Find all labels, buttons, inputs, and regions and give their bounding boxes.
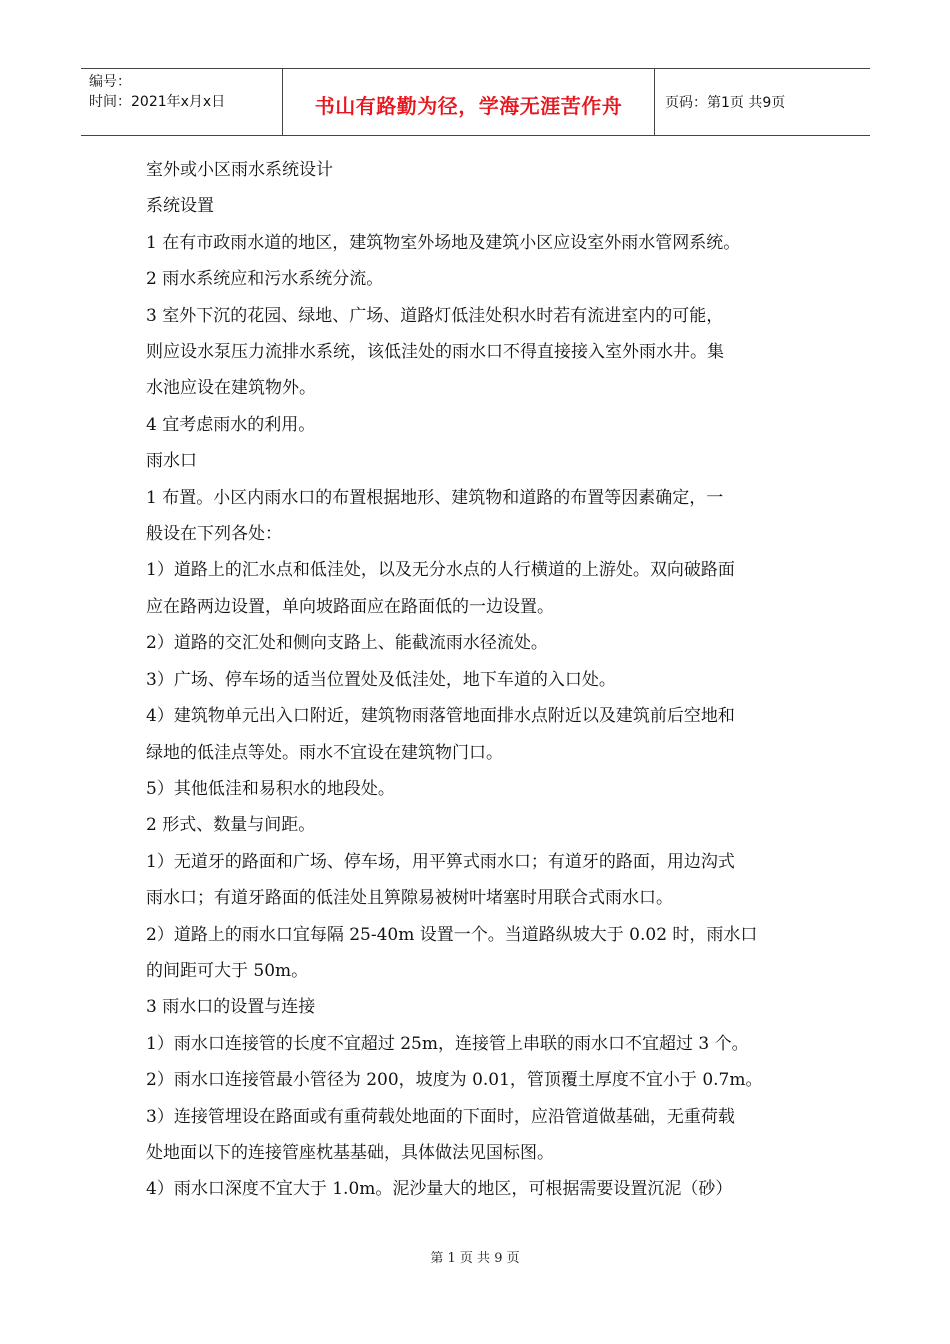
header-info-cell bbox=[81, 69, 282, 135]
header-page-number: 页码：第1页 共9页 bbox=[665, 95, 786, 111]
body-line: 1 布置。小区内雨水口的布置根据地形、建筑物和道路的布置等因素确定，一 bbox=[146, 487, 724, 508]
body-line: 3）连接管埋设在路面或有重荷载处地面的下面时，应沿管道做基础，无重荷载 bbox=[146, 1106, 735, 1127]
body-line: 3 室外下沉的花园、绿地、广场、道路灯低洼处积水时若有流进室内的可能， bbox=[146, 305, 724, 326]
body-line: 4 宜考虑雨水的利用。 bbox=[146, 414, 316, 435]
body-line: 3）广场、停车场的适当位置处及低洼处，地下车道的入口处。 bbox=[146, 669, 616, 690]
body-line: 般设在下列各处： bbox=[146, 524, 282, 545]
body-line: 2）道路的交汇处和侧向支路上、能截流雨水径流处。 bbox=[146, 633, 548, 654]
body-line: 的间距可大于 50m。 bbox=[146, 960, 309, 981]
body-line: 2 雨水系统应和污水系统分流。 bbox=[146, 269, 384, 290]
body-line: 室外或小区雨水系统设计 bbox=[146, 160, 333, 180]
body-line: 5）其他低洼和易积水的地段处。 bbox=[146, 778, 395, 799]
body-line: 则应设水泵压力流排水系统，该低洼处的雨水口不得直接接入室外雨水井。集 bbox=[146, 342, 724, 363]
body-line: 3 雨水口的设置与连接 bbox=[146, 997, 316, 1018]
page-footer: 第 1 页 共 9 页 bbox=[430, 1251, 520, 1266]
body-line: 应在路两边设置，单向坡路面应在路面低的一边设置。 bbox=[146, 596, 554, 617]
body-line: 4）建筑物单元出入口附近，建筑物雨落管地面排水点附近以及建筑前后空地和 bbox=[146, 706, 735, 727]
body-line: 2）雨水口连接管最小管径为 200，坡度为 0.01，管顶覆土厚度不宜小于 0.7m。 bbox=[146, 1070, 763, 1091]
header-motto-cell bbox=[282, 69, 655, 135]
document-number-label: 编号： bbox=[89, 74, 131, 90]
body-line: 2 形式、数量与间距。 bbox=[146, 815, 316, 836]
body-line: 2）道路上的雨水口宜每隔 25-40m 设置一个。当道路纵坡大于 0.02 时，雨水口 bbox=[146, 924, 758, 945]
header-page-cell bbox=[655, 69, 870, 135]
body-line: 1）无道牙的路面和广场、停车场，用平箅式雨水口；有道牙的路面，用边沟式 bbox=[146, 851, 735, 872]
body-line: 1）道路上的汇水点和低洼处，以及无分水点的人行横道的上游处。双向破路面 bbox=[146, 560, 735, 581]
body-line: 系统设置 bbox=[146, 196, 214, 217]
body-line: 水池应设在建筑物外。 bbox=[146, 378, 316, 399]
document-time-label: 时间：2021年x月x日 bbox=[89, 94, 226, 110]
document-body bbox=[146, 152, 810, 1208]
body-line: 4）雨水口深度不宜大于 1.0m。泥沙量大的地区，可根据需要设置沉泥（砂） bbox=[146, 1179, 733, 1200]
body-line: 绿地的低洼点等处。雨水不宜设在建筑物门口。 bbox=[146, 742, 503, 763]
page-header bbox=[81, 68, 870, 136]
body-line: 雨水口 bbox=[146, 451, 197, 472]
body-line: 1 在有市政雨水道的地区，建筑物室外场地及建筑小区应设室外雨水管网系统。 bbox=[146, 232, 741, 253]
header-motto: 书山有路勤为径，学海无涯苦作舟 bbox=[314, 93, 623, 118]
body-line: 处地面以下的连接管座枕基基础，具体做法见国标图。 bbox=[146, 1142, 554, 1163]
body-line: 雨水口；有道牙路面的低洼处且箅隙易被树叶堵塞时用联合式雨水口。 bbox=[146, 888, 673, 909]
body-line: 1）雨水口连接管的长度不宜超过 25m，连接管上串联的雨水口不宜超过 3 个。 bbox=[146, 1033, 749, 1054]
